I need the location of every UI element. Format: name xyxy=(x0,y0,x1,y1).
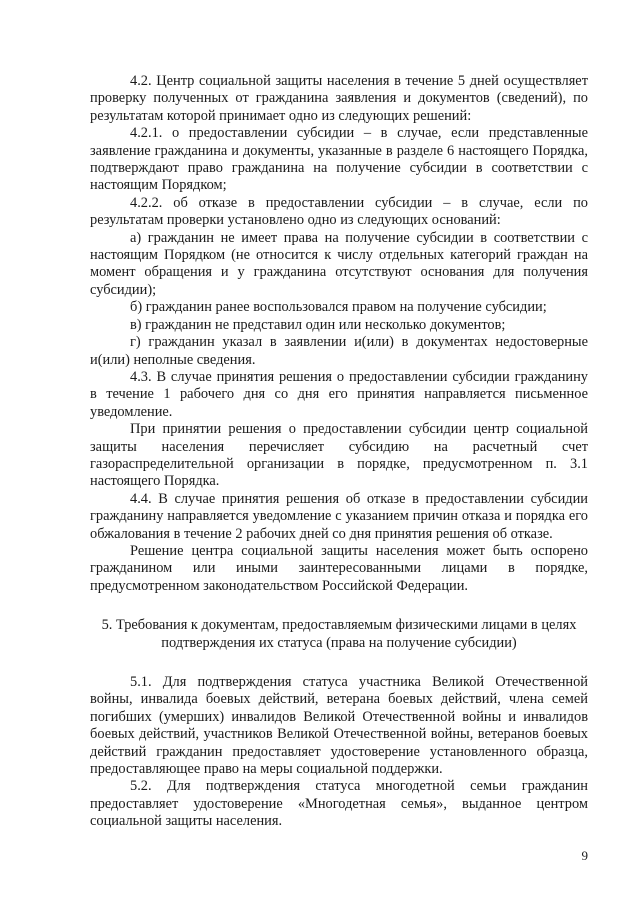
paragraph-4-2-2: 4.2.2. об отказе в предоставлении субсидии – в случае, если по результатам проверки установлено одно из следующих оснований: xyxy=(90,194,588,229)
paragraph-4-4: 4.4. В случае принятия решения об отказе в предоставлении субсидии гражданину направляется уведомление с указанием причин отказа и порядка его обжалования в течение 2 рабочих дней со дня принятия решения об отказе. xyxy=(90,490,588,542)
page-number: 9 xyxy=(581,848,588,863)
paragraph-5-1: 5.1. Для подтверждения статуса участника Великой Отечественной войны, инвалида боевых действий, ветерана боевых действий, члена семей погибших (умерших) инвалидов Великой Отечественной войны и инвалидов боевых действий, участников Великой Отечественной войны, ветеранов боевых действий гражданин предоставляет удостоверение установленного образца, предоставляющее право на меры социальной поддержки. xyxy=(90,674,588,778)
paragraph-4-2-1: 4.2.1. о предоставлении субсидии – в случае, если представленные заявление гражданина и документы, указанные в разделе 6 настоящего Порядка, подтверждают право гражданина на получение субсидии в соответствии с настоящим Порядком; xyxy=(90,125,588,194)
list-item-b: б) гражданин ранее воспользовался правом на получение субсидии; xyxy=(130,299,547,316)
list-item-v: в) гражданин не представил один или несколько документов; xyxy=(130,316,506,333)
paragraph-subsidy-transfer: При принятии решения о предоставлении субсидии центр социальной защиты населения перечисляет субсидию на расчетный счет газораспределительной организации в порядке, предусмотренном п. 3.1 настоящего Порядка. xyxy=(90,421,588,490)
paragraph-4-3: 4.3. В случае принятия решения о предоставлении субсидии гражданину в течение 1 рабочего дня со дня его принятия направляется письменное уведомление. xyxy=(90,368,588,420)
paragraph-appeal: Решение центра социальной защиты населения может быть оспорено гражданином или иными заинтересованными лицами в порядке, предусмотренном законодательством Российской Федерации. xyxy=(90,542,588,594)
paragraph-4-2: 4.2. Центр социальной защиты населения в течение 5 дней осуществляет проверку полученных от гражданина заявления и документов (сведений), по результатам которой принимает одно из следующих решений: xyxy=(90,73,588,124)
section-heading-5: 5. Требования к документам, предоставляемым физическими лицами в целях подтверждения их статуса (права на получение субсидии) xyxy=(101,617,577,651)
document-body xyxy=(90,73,588,831)
list-item-g: г) гражданин указал в заявлении и(или) в документах недостоверные и(или) неполные сведения. xyxy=(90,334,588,368)
list-item-a: а) гражданин не имеет права на получение субсидии в соответствии с настоящим Порядком (не относится к числу отдельных категорий граждан на момент обращения и у гражданина отсутствуют основания для получения субсидии); xyxy=(90,229,588,298)
paragraph-5-2: 5.2. Для подтверждения статуса многодетной семьи гражданин предоставляет удостоверение «Многодетная семья», выданное центром социальной защиты населения. xyxy=(90,778,588,830)
